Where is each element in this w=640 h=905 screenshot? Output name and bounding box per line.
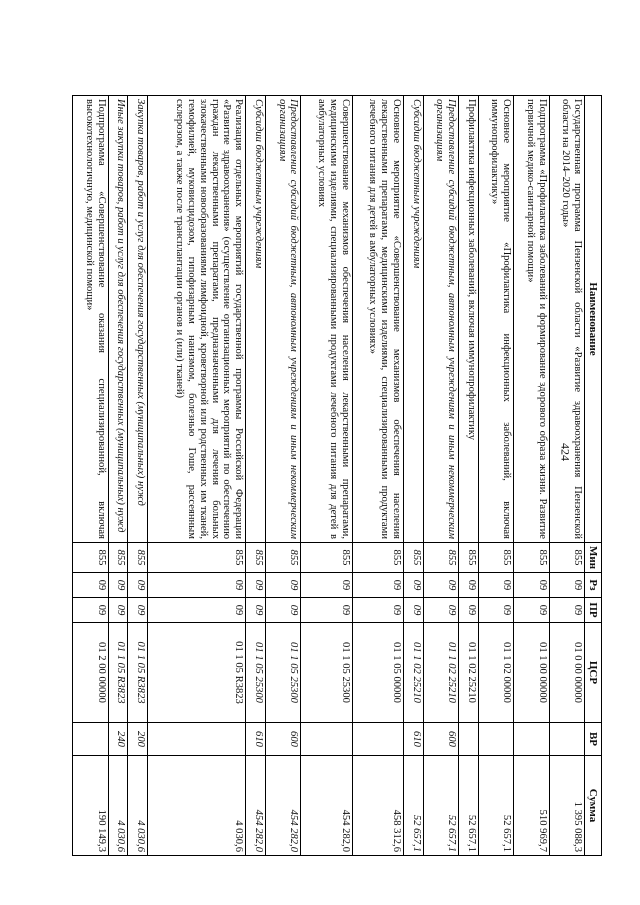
row-sum-cell: 1 395 088,3 [549,756,584,856]
row-csr-cell: 01 1 05 25300 [301,623,352,723]
budget-table [72,95,602,856]
row-name-cell: Иные закупки товаров, работ и услуг для обеспечения государственных (муниципальных) нужд [108,96,128,543]
row-vr-cell: 600 [266,723,301,756]
row-name-cell: Основное мероприятие «Совершенствование механизмов обеспечения населения лекарственными препаратами, медицинскими изделиями, специализированными продуктами лечебного питания для детей в амбулаторных условиях» [352,96,403,543]
header-min: Мин [585,543,602,573]
row-min-cell: 855 [128,543,148,573]
row-name-cell: Предоставление субсидий бюджетным, автономным учреждениям и иным некоммерческим организациям [423,96,458,543]
row-min-cell: 855 [403,543,423,573]
row-pr-cell: 09 [266,598,301,623]
row-pr-cell: 09 [549,598,584,623]
row-min-cell: 855 [266,543,301,573]
row-sum-cell: 458 312,6 [352,756,403,856]
row-vr-cell: 200 [128,723,148,756]
row-min-cell: 855 [147,543,245,573]
row-name-cell: Реализация отдельных мероприятий государственной программы Российской Федерации «Развитие здравоохранения» (осуществление организационных мероприятий по обеспечению граждан лекарственными препаратами, предназначенными для лечения больных злокачественными новообразованиями лимфоидной, кроветворной или родственных им тканей, гемофилией, муковисцидозом, гипофизарным нанизмом, болезнью Гоше, рассеянным склерозом, а также после трансплантации органов и (или) тканей) [147,96,245,543]
table-row [266,96,301,856]
table-row [147,96,245,856]
table-row [514,96,549,856]
row-vr-cell [73,723,109,756]
row-csr-cell: 01 1 02 25210 [423,623,458,723]
row-csr-cell: 01 1 05 00000 [352,623,403,723]
row-min-cell: 855 [514,543,549,573]
table-row [108,96,128,856]
row-pr-cell: 09 [73,598,109,623]
row-vr-cell [549,723,584,756]
row-min-cell: 855 [549,543,584,573]
row-csr-cell: 01 0 00 00000 [549,623,584,723]
row-sum-cell: 52 657,1 [423,756,458,856]
row-vr-cell: 240 [108,723,128,756]
row-min-cell: 855 [458,543,478,573]
row-rz-cell: 09 [403,573,423,598]
rotated-page-content [72,95,602,855]
row-sum-cell: 4 030,6 [128,756,148,856]
row-pr-cell: 09 [301,598,352,623]
row-pr-cell: 09 [108,598,128,623]
header-name: Наименование [585,96,602,543]
table-row [246,96,266,856]
table-body [73,96,585,856]
row-rz-cell: 09 [423,573,458,598]
row-min-cell: 855 [423,543,458,573]
row-name-cell: Профилактика инфекционных заболеваний, включая иммунопрофилактику [458,96,478,543]
row-csr-cell: 01 1 05 R3823 [108,623,128,723]
row-pr-cell: 09 [478,598,513,623]
row-name-cell: Подпрограмма «Профилактика заболеваний и формирование здорового образа жизни. Развитие первичной медико-санитарной помощи» [514,96,549,543]
row-vr-cell [458,723,478,756]
row-rz-cell: 09 [266,573,301,598]
row-csr-cell: 01 1 02 25210 [403,623,423,723]
row-sum-cell: 4 030,6 [108,756,128,856]
row-min-cell: 855 [246,543,266,573]
row-rz-cell: 09 [352,573,403,598]
row-pr-cell: 09 [246,598,266,623]
row-min-cell: 855 [108,543,128,573]
row-vr-cell [147,723,245,756]
row-rz-cell: 09 [147,573,245,598]
row-csr-cell: 01 1 05 R3823 [147,623,245,723]
row-pr-cell: 09 [147,598,245,623]
row-pr-cell: 09 [128,598,148,623]
row-vr-cell [352,723,403,756]
row-csr-cell: 01 2 00 00000 [73,623,109,723]
row-rz-cell: 09 [128,573,148,598]
row-name-cell: Совершенствование механизмов обеспечения населения лекарственными препаратами, медицинскими изделиями, специализированными продуктами лечебного питания для детей в амбулаторных условиях [301,96,352,543]
row-sum-cell: 4 030,6 [147,756,245,856]
row-sum-cell: 454 282,0 [246,756,266,856]
row-min-cell: 855 [352,543,403,573]
row-rz-cell: 09 [478,573,513,598]
row-sum-cell: 52 657,1 [478,756,513,856]
header-vr: ВР [585,723,602,756]
row-rz-cell: 09 [73,573,109,598]
row-pr-cell: 09 [352,598,403,623]
table-row [478,96,513,856]
header-pr: ПР [585,598,602,623]
row-vr-cell [514,723,549,756]
table-row [301,96,352,856]
row-rz-cell: 09 [514,573,549,598]
table-row [352,96,403,856]
row-pr-cell: 09 [403,598,423,623]
table-row [73,96,109,856]
row-csr-cell: 01 1 05 25300 [266,623,301,723]
row-csr-cell: 01 1 00 00000 [514,623,549,723]
row-csr-cell: 01 1 02 00000 [478,623,513,723]
row-pr-cell: 09 [423,598,458,623]
table-row [423,96,458,856]
row-csr-cell: 01 1 05 25300 [246,623,266,723]
row-sum-cell: 52 657,1 [458,756,478,856]
row-sum-cell: 190 149,3 [73,756,109,856]
row-sum-cell: 510 969,7 [514,756,549,856]
row-rz-cell: 09 [246,573,266,598]
row-csr-cell: 01 1 02 25210 [458,623,478,723]
table-row [458,96,478,856]
row-name-cell: Государственная программа Пензенской области «Развитие здравоохранения Пензенской области на 2014–2020 годы» [549,96,584,543]
row-pr-cell: 09 [458,598,478,623]
row-rz-cell: 09 [301,573,352,598]
row-min-cell: 855 [301,543,352,573]
row-name-cell: Предоставление субсидий бюджетным, автономным учреждениям и иным некоммерческим организациям [266,96,301,543]
row-pr-cell: 09 [514,598,549,623]
table-row [128,96,148,856]
row-vr-cell: 610 [403,723,423,756]
table-header-row [585,96,602,856]
row-min-cell: 855 [73,543,109,573]
header-csr: ЦСР [585,623,602,723]
row-rz-cell: 09 [458,573,478,598]
row-min-cell: 855 [478,543,513,573]
row-name-cell: Основное мероприятие «Профилактика инфекционных заболеваний, включая иммунопрофилактику» [478,96,513,543]
row-sum-cell: 454 282,0 [301,756,352,856]
page-number: 424 [558,443,573,461]
row-name-cell: Субсидии бюджетным учреждениям [403,96,423,543]
table-row [403,96,423,856]
row-vr-cell [301,723,352,756]
row-sum-cell: 454 282,0 [266,756,301,856]
header-rz: Рз [585,573,602,598]
row-rz-cell: 09 [108,573,128,598]
row-vr-cell: 610 [246,723,266,756]
row-sum-cell: 52 657,1 [403,756,423,856]
row-name-cell: Субсидии бюджетным учреждениям [246,96,266,543]
row-csr-cell: 01 1 05 R3823 [128,623,148,723]
row-vr-cell: 600 [423,723,458,756]
row-name-cell: Закупка товаров, работ и услуг для обеспечения государственных (муниципальных) нужд [128,96,148,543]
row-name-cell: Подпрограмма «Совершенствование оказания специализированной, включая высокотехнологичную, медицинской помощи» [73,96,109,543]
header-sum: Сумма [585,756,602,856]
row-rz-cell: 09 [549,573,584,598]
table-row [549,96,584,856]
row-vr-cell [478,723,513,756]
